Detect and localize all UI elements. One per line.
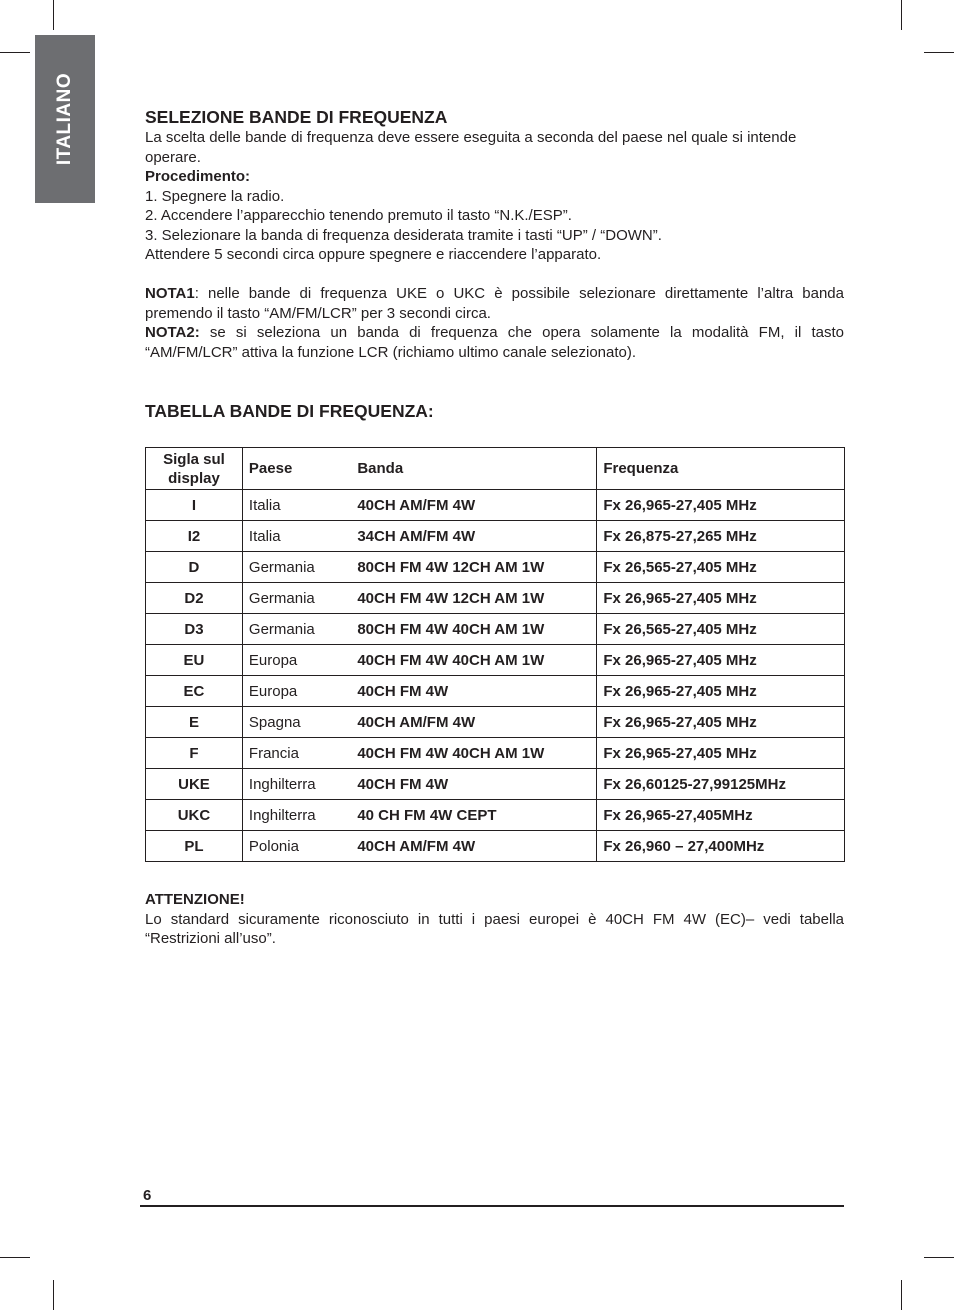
language-tab — [35, 35, 95, 203]
table-row — [146, 614, 845, 645]
step-2: 2. Accendere l’apparecchio tenendo premuto il tasto “N.K./ESP”. — [145, 207, 572, 224]
row-band: 40CH AM/FM 4W — [351, 707, 597, 738]
row-frequency: Fx 26,565-27,405 MHz — [597, 552, 845, 583]
row-band: 40CH FM 4W 40CH AM 1W — [351, 738, 597, 769]
header-frequency: Frequenza — [597, 448, 845, 490]
row-band: 40CH FM 4W — [351, 769, 597, 800]
page-number: 6 — [143, 1187, 152, 1204]
row-band: 40CH AM/FM 4W — [351, 831, 597, 862]
row-code: D3 — [146, 614, 243, 645]
crop-mark — [901, 0, 902, 30]
crop-mark — [53, 0, 54, 30]
step-3: 3. Selezionare la banda di frequenza desiderata tramite i tasti “UP” / “DOWN”. — [145, 226, 662, 244]
row-country: Inghilterra — [242, 769, 351, 800]
row-code: EC — [146, 676, 243, 707]
row-code: F — [146, 738, 243, 769]
attention-label: ATTENZIONE! — [145, 891, 245, 908]
row-frequency: Fx 26,565-27,405 MHz — [597, 614, 845, 645]
row-country: Germania — [242, 614, 351, 645]
intro-text: La scelta delle bande di frequenza deve essere eseguita a seconda del paese nel quale si intende operare. — [145, 129, 797, 166]
note-2 — [145, 323, 844, 362]
row-country: Inghilterra — [242, 800, 351, 831]
header-code: Sigla sul display — [146, 448, 243, 490]
row-band: 80CH FM 4W 40CH AM 1W — [351, 614, 597, 645]
table-title: TABELLA BANDE DI FREQUENZA: — [145, 401, 434, 421]
procedure-label: Procedimento: — [145, 168, 251, 185]
row-country: Italia — [242, 521, 351, 552]
row-band: 40CH FM 4W — [351, 676, 597, 707]
crop-mark — [0, 52, 30, 53]
crop-mark — [0, 1257, 30, 1258]
row-code: UKC — [146, 800, 243, 831]
row-band: 40CH AM/FM 4W — [351, 490, 597, 521]
section-title: SELEZIONE BANDE DI FREQUENZA — [145, 107, 448, 127]
table-row — [146, 490, 845, 521]
note-1-label: NOTA1 — [145, 285, 195, 302]
row-band: 40 CH FM 4W CEPT — [351, 800, 597, 831]
row-band: 80CH FM 4W 12CH AM 1W — [351, 552, 597, 583]
row-code: UKE — [146, 769, 243, 800]
row-country: Spagna — [242, 707, 351, 738]
row-frequency: Fx 26,960 – 27,400MHz — [597, 831, 845, 862]
row-code: PL — [146, 831, 243, 862]
crop-mark — [53, 1280, 54, 1310]
row-code: D — [146, 552, 243, 583]
crop-mark — [901, 1280, 902, 1310]
table-row — [146, 645, 845, 676]
attention-block — [145, 890, 844, 949]
row-country: Germania — [242, 552, 351, 583]
step-wait: Attendere 5 secondi circa oppure spegnere e riaccendere l’apparato. — [145, 246, 602, 263]
footer-rule — [140, 1205, 844, 1207]
table-header-row — [146, 448, 845, 490]
header-country: Paese — [242, 448, 351, 490]
row-country: Europa — [242, 676, 351, 707]
row-code: I — [146, 490, 243, 521]
row-frequency: Fx 26,965-27,405 MHz — [597, 738, 845, 769]
row-frequency: Fx 26,875-27,265 MHz — [597, 521, 845, 552]
note-2-label: NOTA2: — [145, 324, 200, 341]
table-row — [146, 676, 845, 707]
row-band: 40CH FM 4W 12CH AM 1W — [351, 583, 597, 614]
row-frequency: Fx 26,965-27,405 MHz — [597, 583, 845, 614]
row-code: D2 — [146, 583, 243, 614]
table-row — [146, 707, 845, 738]
row-country: Germania — [242, 583, 351, 614]
attention-text: Lo standard sicuramente riconosciuto in tutti i paesi europei è 40CH FM 4W (EC)– vedi tabella “Restrizioni all’uso”. — [145, 910, 844, 947]
row-frequency: Fx 26,965-27,405MHz — [597, 800, 845, 831]
table-row — [146, 552, 845, 583]
table-row — [146, 769, 845, 800]
step-1: 1. Spegnere la radio. — [145, 187, 285, 205]
table-row — [146, 521, 845, 552]
row-country: Polonia — [242, 831, 351, 862]
frequency-table — [145, 447, 845, 862]
row-country: Italia — [242, 490, 351, 521]
row-frequency: Fx 26,965-27,405 MHz — [597, 645, 845, 676]
row-frequency: Fx 26,965-27,405 MHz — [597, 490, 845, 521]
row-code: E — [146, 707, 243, 738]
note-1 — [145, 284, 844, 323]
row-country: Francia — [242, 738, 351, 769]
row-code: EU — [146, 645, 243, 676]
language-tab-label: ITALIANO — [54, 72, 75, 166]
table-row — [146, 800, 845, 831]
crop-mark — [924, 52, 954, 53]
row-frequency: Fx 26,965-27,405 MHz — [597, 676, 845, 707]
row-band: 40CH FM 4W 40CH AM 1W — [351, 645, 597, 676]
row-code: I2 — [146, 521, 243, 552]
frequency-selection-section — [145, 106, 844, 362]
table-row — [146, 583, 845, 614]
note-1-text: : nelle bande di frequenza UKE o UKC è possibile selezionare direttamente l’altra banda premendo il tasto “AM/FM/LCR” per 3 secondi circa. — [145, 285, 844, 322]
row-frequency: Fx 26,60125-27,99125MHz — [597, 769, 845, 800]
note-2-text: se si seleziona un banda di frequenza che opera solamente la modalità FM, il tasto “AM/FM/LCR” attiva la funzione LCR (richiamo ultimo canale selezionato). — [145, 324, 844, 361]
row-band: 34CH AM/FM 4W — [351, 521, 597, 552]
crop-mark — [924, 1257, 954, 1258]
header-band: Banda — [351, 448, 597, 490]
table-row — [146, 831, 845, 862]
table-row — [146, 738, 845, 769]
row-frequency: Fx 26,965-27,405 MHz — [597, 707, 845, 738]
row-country: Europa — [242, 645, 351, 676]
